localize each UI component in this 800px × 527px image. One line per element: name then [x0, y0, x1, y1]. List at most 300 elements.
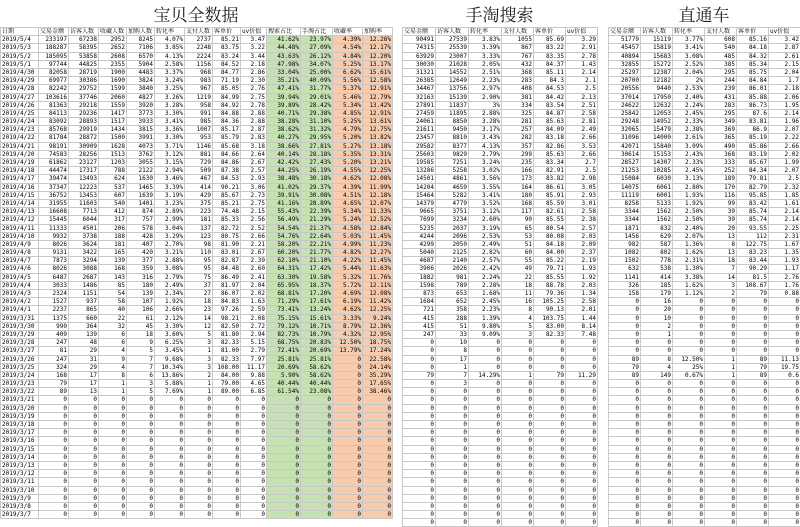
table-cell[interactable]: 0 — [641, 494, 673, 502]
table-cell[interactable]: 0 — [502, 470, 534, 478]
table-cell[interactable]: 4.39% — [333, 36, 363, 44]
table-cell[interactable]: 0 — [333, 371, 363, 379]
table-cell[interactable]: 0 — [39, 461, 69, 469]
table-cell[interactable]: 2019/4/24 — [1, 118, 39, 126]
table-cell[interactable]: 2019/3/12 — [1, 470, 39, 478]
table-cell[interactable]: 83.75 — [213, 44, 241, 52]
table-cell[interactable]: 3.13% — [673, 175, 705, 183]
table-cell[interactable]: 0 — [641, 339, 673, 347]
table-cell[interactable]: 84.00 — [213, 371, 241, 379]
table-cell[interactable]: 0 — [69, 470, 99, 478]
table-cell[interactable]: 0 — [213, 453, 241, 461]
table-cell[interactable]: 75 — [185, 273, 213, 281]
table-cell[interactable]: 85.67 — [737, 159, 769, 167]
table-cell[interactable]: 0 — [436, 502, 469, 510]
table-cell[interactable]: 0 — [436, 453, 469, 461]
table-cell[interactable]: 414 — [185, 183, 213, 191]
table-cell[interactable]: 0 — [705, 502, 737, 510]
table-cell[interactable]: 0 — [737, 461, 769, 469]
table-cell[interactable]: 0 — [469, 437, 502, 445]
table-cell[interactable]: 39.91% — [267, 191, 301, 199]
table-cell[interactable]: 11.17 — [241, 363, 267, 371]
table-cell[interactable]: 7.97 — [241, 355, 267, 363]
table-cell[interactable]: 32 — [99, 322, 127, 330]
table-cell[interactable]: 83.01 — [213, 249, 241, 257]
table-cell[interactable]: 0 — [566, 363, 598, 371]
table-cell[interactable]: 0 — [673, 339, 705, 347]
table-cell[interactable]: 27459 — [403, 109, 436, 117]
table-cell[interactable]: 0.88 — [769, 290, 800, 298]
table-cell[interactable]: 0 — [534, 339, 566, 347]
table-cell[interactable]: 0 — [363, 421, 393, 429]
table-cell[interactable]: 412 — [99, 208, 127, 216]
table-cell[interactable]: 2 — [705, 290, 737, 298]
table-cell[interactable]: 9.68% — [155, 355, 185, 363]
table-cell[interactable]: 14501 — [403, 175, 436, 183]
table-cell[interactable]: 0 — [673, 494, 705, 502]
table-cell[interactable]: 28256 — [69, 150, 99, 158]
table-cell[interactable]: 85.79 — [213, 134, 241, 142]
table-cell[interactable]: 407 — [127, 240, 155, 248]
table-cell[interactable]: 0 — [99, 511, 127, 519]
table-cell[interactable]: 2019/3/23 — [1, 380, 39, 388]
table-cell[interactable]: 4 — [641, 363, 673, 371]
table-cell[interactable]: 0 — [673, 478, 705, 486]
table-cell[interactable]: 2.24% — [469, 273, 502, 281]
table-cell[interactable]: 0 — [267, 470, 301, 478]
table-cell[interactable]: 0 — [566, 380, 598, 388]
table-cell[interactable]: 2.88 — [241, 118, 267, 126]
table-cell[interactable]: 5.20% — [333, 134, 363, 142]
table-cell[interactable]: 13.82% — [363, 134, 393, 142]
table-cell[interactable]: 0 — [609, 453, 641, 461]
table-cell[interactable]: 17.61% — [301, 298, 333, 306]
table-cell[interactable]: 0 — [127, 461, 155, 469]
table-cell[interactable]: 0 — [609, 404, 641, 412]
table-cell[interactable]: 247 — [39, 339, 69, 347]
table-cell[interactable]: 84.86 — [213, 159, 241, 167]
table-cell[interactable]: 0 — [705, 470, 737, 478]
table-cell[interactable]: 3.24% — [155, 77, 185, 85]
table-cell[interactable]: 38.48% — [267, 175, 301, 183]
table-cell[interactable]: 2237 — [39, 306, 69, 314]
table-cell[interactable]: 33 — [436, 330, 469, 338]
column-header[interactable]: uv价值 — [566, 28, 598, 36]
table-cell[interactable]: 1.30% — [673, 265, 705, 273]
table-cell[interactable]: 2355 — [99, 60, 127, 68]
table-cell[interactable]: 0 — [673, 511, 705, 519]
table-cell[interactable]: 7 — [127, 363, 155, 371]
table-cell[interactable]: 81.00 — [213, 347, 241, 355]
table-cell[interactable]: 0 — [705, 486, 737, 494]
table-cell[interactable]: 58 — [99, 298, 127, 306]
column-header[interactable]: uv价值 — [769, 28, 800, 36]
table-cell[interactable]: 0 — [403, 461, 436, 469]
table-cell[interactable]: 180 — [127, 281, 155, 289]
table-cell[interactable]: 1146 — [185, 142, 213, 150]
table-cell[interactable]: 1.35 — [769, 249, 800, 257]
table-cell[interactable]: 12.11% — [363, 281, 393, 289]
table-cell[interactable]: 27 — [185, 290, 213, 298]
table-cell[interactable]: 2.49% — [469, 240, 502, 248]
table-cell[interactable]: 12053 — [641, 109, 673, 117]
table-cell[interactable]: 0 — [673, 404, 705, 412]
table-cell[interactable]: 26.12% — [301, 52, 333, 60]
table-cell[interactable]: 0 — [403, 470, 436, 478]
table-cell[interactable]: 0 — [641, 511, 673, 519]
table-cell[interactable]: 6044 — [69, 216, 99, 224]
table-cell[interactable]: 84.00 — [534, 249, 566, 257]
table-cell[interactable]: 2019/3/7 — [1, 511, 39, 519]
table-cell[interactable]: 2.60 — [241, 265, 267, 273]
table-cell[interactable]: 23.08% — [301, 388, 333, 396]
table-cell[interactable]: 0 — [267, 421, 301, 429]
table-cell[interactable]: 22.58% — [363, 355, 393, 363]
table-cell[interactable]: 317 — [99, 216, 127, 224]
table-cell[interactable]: 0 — [127, 396, 155, 404]
table-cell[interactable]: 629 — [641, 232, 673, 240]
table-cell[interactable]: 2.70% — [155, 240, 185, 248]
table-cell[interactable]: 0 — [69, 494, 99, 502]
table-cell[interactable]: 0 — [609, 322, 641, 330]
table-cell[interactable]: 283 — [502, 77, 534, 85]
table-cell[interactable]: 86.9 — [737, 126, 769, 134]
table-cell[interactable]: 2019/3/29 — [1, 330, 39, 338]
table-cell[interactable]: 0 — [534, 453, 566, 461]
table-cell[interactable]: 9131 — [39, 249, 69, 257]
table-cell[interactable]: 0 — [185, 486, 213, 494]
table-cell[interactable]: 5133 — [641, 199, 673, 207]
table-cell[interactable]: 4659 — [436, 183, 469, 191]
table-cell[interactable]: 0 — [705, 461, 737, 469]
table-cell[interactable]: 283 — [705, 101, 737, 109]
table-cell[interactable]: 2019/4/19 — [1, 159, 39, 167]
table-cell[interactable]: 1.67 — [769, 240, 800, 248]
table-cell[interactable]: 4.84% — [333, 52, 363, 60]
table-cell[interactable]: 9665 — [403, 208, 436, 216]
table-cell[interactable]: 84.77 — [213, 68, 241, 76]
table-cell[interactable]: 990 — [39, 322, 69, 330]
table-cell[interactable]: 44.48% — [267, 44, 301, 52]
table-cell[interactable]: 1055 — [502, 36, 534, 44]
table-cell[interactable]: 20700 — [609, 77, 641, 85]
table-cell[interactable]: 1.44 — [566, 314, 598, 322]
table-cell[interactable]: 0 — [609, 461, 641, 469]
table-cell[interactable]: 0 — [213, 470, 241, 478]
table-cell[interactable]: 2.5 — [769, 175, 800, 183]
table-cell[interactable]: 0 — [502, 453, 534, 461]
table-cell[interactable]: 15.61% — [363, 68, 393, 76]
table-cell[interactable]: 1628 — [99, 142, 127, 150]
table-cell[interactable]: 983 — [185, 77, 213, 85]
table-cell[interactable]: 0 — [127, 412, 155, 420]
table-cell[interactable]: 0 — [363, 404, 393, 412]
table-cell[interactable]: 325 — [502, 109, 534, 117]
table-cell[interactable]: 2 — [185, 371, 213, 379]
table-cell[interactable]: 607 — [99, 191, 127, 199]
table-cell[interactable]: 0 — [502, 511, 534, 519]
table-cell[interactable]: 24061 — [403, 118, 436, 126]
table-cell[interactable]: 84.18 — [737, 44, 769, 52]
table-cell[interactable]: 3.09% — [673, 142, 705, 150]
table-cell[interactable]: 0 — [469, 412, 502, 420]
table-cell[interactable]: 27891 — [403, 101, 436, 109]
table-cell[interactable]: 937 — [69, 298, 99, 306]
table-cell[interactable]: 2.5 — [566, 167, 598, 175]
column-header[interactable]: uv价值 — [241, 28, 267, 36]
table-cell[interactable]: 0 — [301, 412, 333, 420]
table-cell[interactable]: 82.73% — [267, 330, 301, 338]
table-cell[interactable]: 3.39% — [155, 183, 185, 191]
table-cell[interactable]: 44825 — [69, 60, 99, 68]
table-cell[interactable]: 28527 — [609, 159, 641, 167]
table-cell[interactable]: 12.50% — [333, 339, 363, 347]
table-cell[interactable]: 5904 — [127, 60, 155, 68]
table-cell[interactable]: 0 — [241, 486, 267, 494]
table-cell[interactable]: 3.08% — [155, 265, 185, 273]
table-cell[interactable]: 83.00 — [534, 322, 566, 330]
table-cell[interactable]: 0 — [737, 339, 769, 347]
table-cell[interactable]: 0 — [502, 396, 534, 404]
table-cell[interactable]: 14204 — [403, 183, 436, 191]
table-cell[interactable]: 13.42% — [363, 101, 393, 109]
table-cell[interactable]: 0 — [155, 486, 185, 494]
table-cell[interactable]: 540 — [99, 199, 127, 207]
table-cell[interactable]: 85.69 — [534, 36, 566, 44]
table-cell[interactable]: 39.94% — [267, 93, 301, 101]
table-cell[interactable]: 51779 — [609, 36, 641, 44]
table-cell[interactable]: 0 — [363, 486, 393, 494]
table-cell[interactable]: 0 — [609, 429, 641, 437]
table-cell[interactable]: 0 — [155, 396, 185, 404]
table-cell[interactable]: 17 — [69, 380, 99, 388]
table-cell[interactable]: 0 — [566, 461, 598, 469]
table-cell[interactable]: 2019/3/15 — [1, 445, 39, 453]
table-cell[interactable]: 8258 — [609, 199, 641, 207]
table-cell[interactable]: 2.79% — [155, 273, 185, 281]
table-cell[interactable]: 21028 — [436, 60, 469, 68]
table-cell[interactable]: 415 — [403, 322, 436, 330]
table-cell[interactable]: 83.18 — [534, 134, 566, 142]
table-cell[interactable]: 2.93 — [241, 175, 267, 183]
table-cell[interactable]: 299 — [502, 150, 534, 158]
table-cell[interactable]: 0 — [534, 363, 566, 371]
table-cell[interactable]: 2.52 — [241, 224, 267, 232]
table-cell[interactable]: 0 — [39, 502, 69, 510]
table-cell[interactable]: 0 — [469, 347, 502, 355]
table-cell[interactable]: 432 — [502, 60, 534, 68]
table-cell[interactable]: 81.90 — [213, 240, 241, 248]
table-cell[interactable]: 80.54 — [534, 224, 566, 232]
table-cell[interactable]: 2.57 — [241, 167, 267, 175]
table-cell[interactable]: 0 — [769, 388, 800, 396]
table-cell[interactable]: 54.76% — [267, 232, 301, 240]
table-cell[interactable]: 3.17% — [469, 126, 502, 134]
table-cell[interactable]: 1 — [185, 380, 213, 388]
column-header[interactable]: 转化率 — [155, 28, 185, 36]
table-cell[interactable]: 0 — [363, 478, 393, 486]
table-cell[interactable]: 632 — [609, 265, 641, 273]
table-cell[interactable]: 26.19% — [301, 167, 333, 175]
table-cell[interactable]: 0 — [502, 404, 534, 412]
table-cell[interactable]: 0 — [534, 404, 566, 412]
table-cell[interactable]: 89 — [39, 388, 69, 396]
table-cell[interactable]: 2019/4/28 — [1, 85, 39, 93]
table-cell[interactable]: 74315 — [403, 44, 436, 52]
table-cell[interactable]: 2.04 — [241, 281, 267, 289]
table-cell[interactable]: 2.52% — [673, 60, 705, 68]
table-cell[interactable]: 11 — [502, 290, 534, 298]
table-cell[interactable]: 2.58 — [566, 298, 598, 306]
table-cell[interactable]: 11.99% — [363, 183, 393, 191]
table-cell[interactable]: 139 — [69, 330, 99, 338]
table-cell[interactable]: 10.34% — [155, 363, 185, 371]
table-cell[interactable]: 3.77% — [673, 36, 705, 44]
table-cell[interactable]: 41.16% — [267, 199, 301, 207]
table-cell[interactable]: 0 — [363, 461, 393, 469]
table-cell[interactable]: 14552 — [436, 68, 469, 76]
table-cell[interactable]: 0 — [403, 519, 436, 527]
table-cell[interactable]: 0 — [469, 502, 502, 510]
table-cell[interactable]: 3.18 — [241, 142, 267, 150]
table-cell[interactable]: 15153 — [641, 150, 673, 158]
table-cell[interactable]: 385 — [705, 60, 737, 68]
table-cell[interactable]: 2.87 — [769, 44, 800, 52]
table-cell[interactable]: 3906 — [403, 265, 436, 273]
table-cell[interactable]: 0 — [69, 421, 99, 429]
table-cell[interactable]: 10 — [641, 314, 673, 322]
table-cell[interactable]: 5.24% — [333, 216, 363, 224]
table-cell[interactable]: 9932 — [39, 232, 69, 240]
table-cell[interactable]: 0 — [609, 437, 641, 445]
table-cell[interactable]: 2324 — [39, 290, 69, 298]
table-cell[interactable]: 1434 — [99, 126, 127, 134]
table-cell[interactable]: 97.26 — [213, 306, 241, 314]
table-cell[interactable]: 0 — [403, 437, 436, 445]
table-cell[interactable]: 0 — [403, 453, 436, 461]
table-cell[interactable]: 0 — [705, 380, 737, 388]
table-cell[interactable]: 0 — [127, 453, 155, 461]
table-cell[interactable]: 7106 — [127, 44, 155, 52]
table-cell[interactable]: 2019/4/22 — [1, 134, 39, 142]
table-cell[interactable]: 89 — [737, 355, 769, 363]
table-cell[interactable]: 0 — [609, 486, 641, 494]
table-cell[interactable]: 45 — [127, 322, 155, 330]
table-cell[interactable]: 0 — [403, 347, 436, 355]
table-cell[interactable]: 2.88% — [155, 257, 185, 265]
table-cell[interactable]: 0 — [185, 429, 213, 437]
table-cell[interactable]: 2.51 — [566, 101, 598, 109]
table-cell[interactable]: 3.12% — [155, 150, 185, 158]
table-cell[interactable]: 27.81% — [301, 142, 333, 150]
table-cell[interactable]: 21.29% — [301, 216, 333, 224]
table-cell[interactable]: 3.85% — [155, 44, 185, 52]
table-cell[interactable]: 2.14 — [769, 216, 800, 224]
table-cell[interactable]: 540 — [705, 44, 737, 52]
table-cell[interactable]: 2.02 — [241, 290, 267, 298]
table-cell[interactable]: 164 — [502, 183, 534, 191]
table-cell[interactable]: 122.75 — [737, 240, 769, 248]
table-cell[interactable]: 1465 — [127, 183, 155, 191]
table-cell[interactable]: 247 — [403, 330, 436, 338]
table-cell[interactable]: 31.10% — [301, 118, 333, 126]
table-cell[interactable]: 490 — [705, 142, 737, 150]
table-cell[interactable]: 2.87 — [241, 126, 267, 134]
table-cell[interactable]: 9 — [99, 355, 127, 363]
column-header[interactable]: 手淘占比 — [301, 28, 333, 36]
table-cell[interactable]: 1.12% — [673, 290, 705, 298]
table-cell[interactable]: 0 — [39, 412, 69, 420]
table-cell[interactable]: 22.21% — [301, 240, 333, 248]
table-cell[interactable]: 0 — [502, 388, 534, 396]
table-cell[interactable]: 29218 — [69, 101, 99, 109]
table-cell[interactable]: 0 — [213, 412, 241, 420]
table-cell[interactable]: 6.62% — [333, 68, 363, 76]
table-cell[interactable]: 3055 — [127, 159, 155, 167]
table-cell[interactable]: 4.22% — [333, 257, 363, 265]
table-cell[interactable]: 1.62% — [673, 249, 705, 257]
table-cell[interactable]: 98 — [185, 240, 213, 248]
table-cell[interactable]: 1456 — [609, 232, 641, 240]
table-cell[interactable]: 3815 — [127, 126, 155, 134]
table-cell[interactable]: 2.01 — [566, 306, 598, 314]
table-cell[interactable]: 0 — [502, 494, 534, 502]
table-cell[interactable]: 0 — [69, 396, 99, 404]
table-cell[interactable]: 4.65 — [241, 380, 267, 388]
table-cell[interactable]: 18 — [502, 281, 534, 289]
table-cell[interactable]: 36752 — [39, 191, 69, 199]
table-cell[interactable]: 0 — [534, 519, 566, 527]
table-cell[interactable]: 15.61% — [301, 314, 333, 322]
table-cell[interactable]: 0 — [99, 412, 127, 420]
table-cell[interactable]: 0 — [127, 445, 155, 453]
table-cell[interactable]: 0 — [641, 453, 673, 461]
table-cell[interactable]: 18 — [127, 330, 155, 338]
table-cell[interactable]: 2122 — [127, 167, 155, 175]
table-cell[interactable]: 0 — [673, 421, 705, 429]
table-cell[interactable]: 9.88 — [241, 371, 267, 379]
table-cell[interactable]: 0 — [534, 511, 566, 519]
table-cell[interactable]: 17950 — [641, 93, 673, 101]
table-cell[interactable]: 0 — [609, 330, 641, 338]
table-cell[interactable]: 83.19 — [737, 150, 769, 158]
table-cell[interactable]: 14.29% — [469, 371, 502, 379]
table-cell[interactable]: 11.29 — [566, 371, 598, 379]
table-cell[interactable]: 0 — [403, 396, 436, 404]
table-cell[interactable]: 2.49 — [566, 126, 598, 134]
table-cell[interactable]: 41.02% — [267, 183, 301, 191]
table-cell[interactable]: 2.15 — [241, 208, 267, 216]
table-cell[interactable]: 2019/4/30 — [1, 68, 39, 76]
table-cell[interactable]: 63929 — [403, 52, 436, 60]
table-cell[interactable]: 0 — [213, 486, 241, 494]
table-cell[interactable]: 2.18 — [241, 60, 267, 68]
table-cell[interactable]: 83.42 — [737, 199, 769, 207]
table-cell[interactable]: 0 — [213, 502, 241, 510]
table-cell[interactable]: 0 — [534, 437, 566, 445]
table-cell[interactable]: 0 — [609, 388, 641, 396]
table-cell[interactable]: 0 — [502, 519, 534, 527]
table-cell[interactable]: 7.48 — [566, 330, 598, 338]
table-cell[interactable]: 0 — [267, 502, 301, 510]
table-cell[interactable]: 0 — [609, 339, 641, 347]
table-cell[interactable]: 86.61 — [534, 183, 566, 191]
table-cell[interactable]: 2.53% — [469, 232, 502, 240]
table-cell[interactable]: 2952 — [99, 36, 127, 44]
table-cell[interactable]: 0 — [403, 380, 436, 388]
table-cell[interactable]: 56.49% — [267, 216, 301, 224]
table-cell[interactable]: 13.24% — [301, 306, 333, 314]
